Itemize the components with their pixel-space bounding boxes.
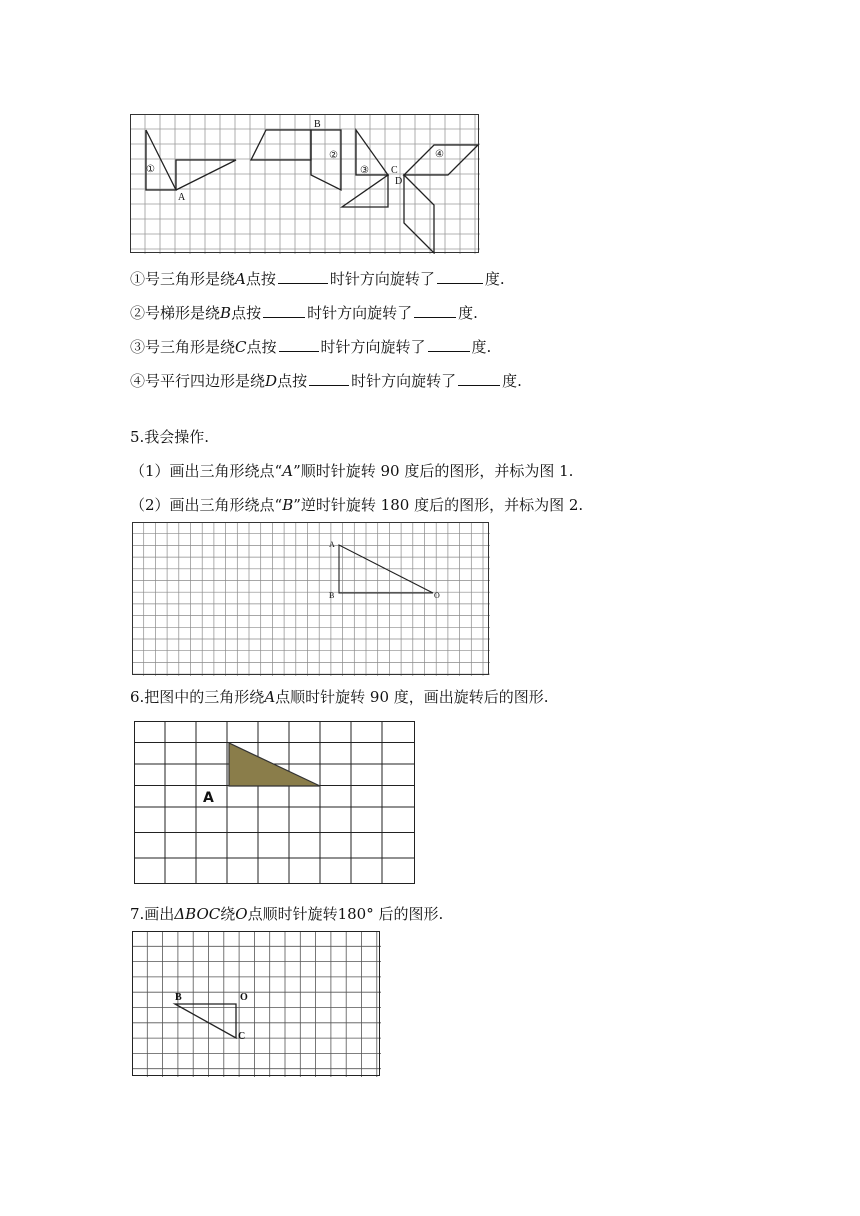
answer-blank-degree-1[interactable] <box>437 269 483 284</box>
answer-blank-direction-4[interactable] <box>309 371 349 386</box>
q5-title: 5.我会操作. <box>130 428 210 446</box>
answer-blank-direction-2[interactable] <box>263 303 305 318</box>
label-n2: ② <box>329 150 338 161</box>
q7-label-C: C <box>238 1031 246 1042</box>
q4-line-1: ①号三角形是绕A点按 时针方向旋转了 度. <box>130 270 505 288</box>
q7-triangle <box>175 1004 236 1038</box>
label-C: C <box>391 165 398 176</box>
shape-4-rotated <box>404 175 434 253</box>
answer-blank-direction-3[interactable] <box>279 337 319 352</box>
q7-question: 7.画出ΔBOC绕O点顺时针旋转180° 后的图形. <box>130 905 444 923</box>
q5-label-B: B <box>329 591 335 600</box>
shape-1-original <box>146 130 176 190</box>
shape-3-rotated <box>342 175 388 207</box>
answer-blank-degree-3[interactable] <box>428 337 470 352</box>
answer-blank-degree-2[interactable] <box>414 303 456 318</box>
q4-line-2: ②号梯形是绕B点按 时针方向旋转了 度. <box>130 304 478 322</box>
answer-blank-direction-1[interactable] <box>278 269 328 284</box>
q7-grid-figure <box>132 931 381 1077</box>
q5-item-1: （1）画出三角形绕点“A”顺时针旋转 90 度后的图形，并标为图 1. <box>130 462 574 480</box>
label-B: B <box>314 119 321 130</box>
q5-item-2: （2）画出三角形绕点“B”逆时针旋转 180 度后的图形，并标为图 2. <box>130 496 584 514</box>
label-n1: ① <box>146 164 155 175</box>
q4-line-4: ④号平行四边形是绕D点按 时针方向旋转了 度. <box>130 372 522 390</box>
q6-grid-figure <box>134 721 416 885</box>
q7-label-O: O <box>240 992 248 1003</box>
label-D: D <box>395 176 403 187</box>
label-A: A <box>178 192 186 203</box>
label-n4: ④ <box>435 149 444 160</box>
q5-grid-figure <box>132 522 490 676</box>
q7-label-B: B <box>175 992 182 1003</box>
label-n3: ③ <box>360 165 369 176</box>
answer-blank-degree-4[interactable] <box>458 371 500 386</box>
q5-label-O: O <box>434 591 440 600</box>
shape-2-original <box>251 130 311 160</box>
q5-label-A: A <box>329 540 335 549</box>
q6-question: 6.把图中的三角形绕A点顺时针旋转 90 度，画出旋转后的图形. <box>130 688 549 706</box>
q4-line-3: ③号三角形是绕C点按 时针方向旋转了 度. <box>130 338 492 356</box>
q4-grid-figure <box>130 114 480 254</box>
shape-1-rotated <box>176 160 236 190</box>
q6-label-A: A <box>203 790 214 806</box>
